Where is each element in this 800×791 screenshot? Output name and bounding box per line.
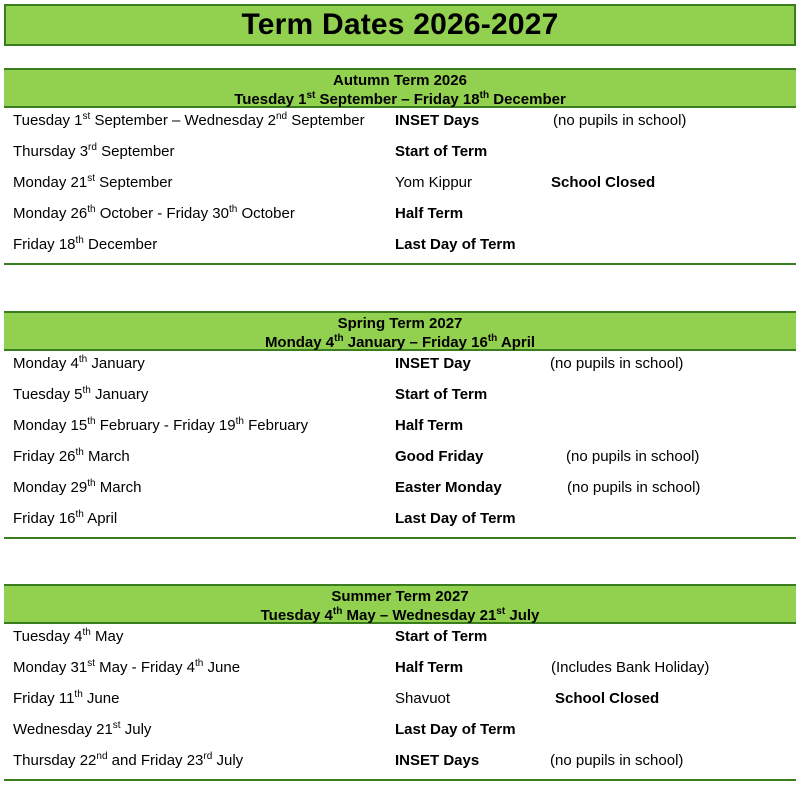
note-text: School Closed (555, 690, 660, 707)
event-text: INSET Days (395, 112, 480, 129)
event-text: Start of Term (395, 143, 488, 160)
date-text: Monday 31st May - Friday 4th June (13, 658, 241, 676)
term-dates-list (4, 108, 796, 265)
autumn-term-section (4, 68, 796, 265)
event-text: Yom Kippur (395, 174, 472, 191)
date-row (4, 351, 796, 382)
event-text: Start of Term (395, 386, 488, 403)
event-text: Start of Term (395, 628, 488, 645)
event-text: INSET Day (395, 355, 471, 372)
date-text: Monday 26th October - Friday 30th October (13, 204, 295, 222)
date-text: Tuesday 1st September – Wednesday 2nd September (13, 111, 365, 129)
term-header (4, 311, 796, 351)
date-text: Friday 11th June (13, 689, 120, 707)
term-dates-list (4, 624, 796, 781)
note-text: (no pupils in school) (550, 355, 684, 372)
date-text: Monday 21st September (13, 173, 173, 191)
date-row (4, 655, 796, 686)
page-title: Term Dates 2026-2027 (241, 8, 559, 41)
date-row (4, 717, 796, 748)
event-text: Last Day of Term (395, 510, 516, 527)
date-text: Monday 4th January (13, 354, 145, 372)
date-text: Monday 15th February - Friday 19th February (13, 416, 309, 434)
event-text: Last Day of Term (395, 236, 516, 253)
term-dates-list (4, 351, 796, 539)
term-date-range: Tuesday 4th May – Wednesday 21st July (260, 606, 540, 624)
date-row (4, 475, 796, 506)
term-name: Summer Term 2027 (331, 588, 469, 605)
date-text: Friday 26th March (13, 447, 130, 465)
date-row (4, 170, 796, 201)
date-row (4, 201, 796, 232)
date-row (4, 444, 796, 475)
date-row (4, 686, 796, 717)
event-text: INSET Days (395, 752, 480, 769)
date-text: Wednesday 21st July (13, 720, 152, 738)
note-text: (Includes Bank Holiday) (551, 659, 710, 676)
note-text: School Closed (551, 174, 656, 191)
date-text: Tuesday 4th May (13, 627, 124, 645)
event-text: Last Day of Term (395, 721, 516, 738)
date-text: Thursday 3rd September (13, 142, 175, 160)
note-text: (no pupils in school) (567, 479, 701, 496)
note-text: (no pupils in school) (553, 112, 687, 129)
date-row (4, 108, 796, 139)
term-name: Autumn Term 2026 (333, 72, 467, 89)
spring-term-section (4, 311, 796, 539)
note-text: (no pupils in school) (566, 448, 700, 465)
event-text: Half Term (395, 659, 464, 676)
date-text: Thursday 22nd and Friday 23rd July (13, 751, 244, 769)
date-text: Tuesday 5th January (13, 385, 149, 403)
date-text: Friday 16th April (13, 509, 118, 527)
date-text: Monday 29th March (13, 478, 142, 496)
event-text: Half Term (395, 205, 464, 222)
title-banner (4, 4, 796, 46)
date-row (4, 413, 796, 444)
term-date-range: Monday 4th January – Friday 16th April (264, 333, 536, 351)
summer-term-section (4, 584, 796, 781)
term-date-range: Tuesday 1st September – Friday 18th December (234, 90, 566, 108)
date-row (4, 748, 796, 779)
term-header (4, 584, 796, 624)
date-text: Friday 18th December (13, 235, 158, 253)
note-text: (no pupils in school) (550, 752, 684, 769)
event-text: Shavuot (395, 690, 451, 707)
date-row (4, 382, 796, 413)
date-row (4, 624, 796, 655)
term-header (4, 68, 796, 108)
date-row (4, 506, 796, 537)
event-text: Good Friday (395, 448, 484, 465)
date-row (4, 139, 796, 170)
term-name: Spring Term 2027 (337, 315, 463, 332)
date-row (4, 232, 796, 263)
event-text: Easter Monday (395, 479, 502, 496)
event-text: Half Term (395, 417, 464, 434)
